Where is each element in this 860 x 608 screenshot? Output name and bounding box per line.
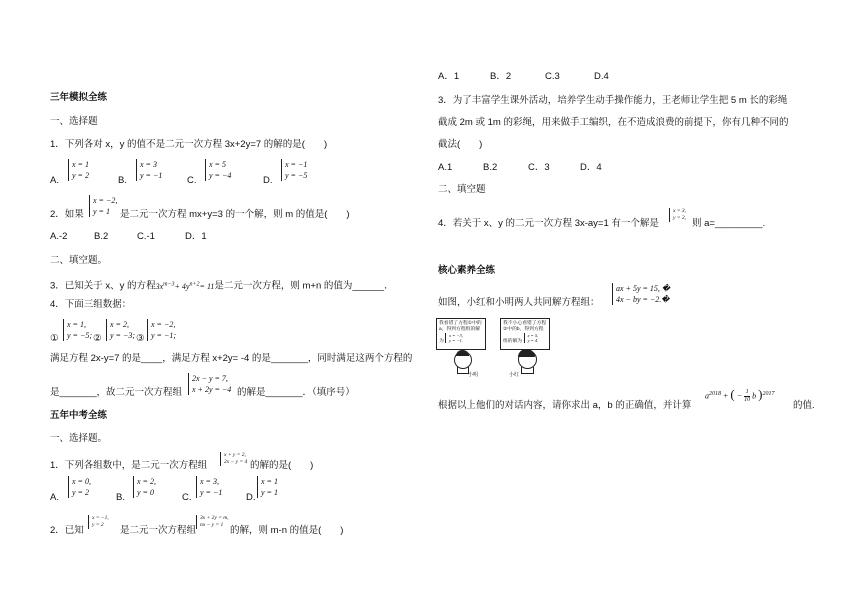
question-6-mid: 是二元一次方程组 [120, 525, 197, 536]
q2-option-d: D．1 [185, 231, 207, 242]
question-5-prefix: 1．下列各组数中，是二元一次方程组 [50, 460, 208, 471]
question-5-system: x + y = 2, 2x − y = 4 [220, 452, 247, 466]
q2-option-a: A.-2 [50, 231, 68, 242]
part-choice-heading: 一、选择题 [50, 116, 98, 127]
question-4-system: 2x − y = 7, x + 2y = −4 [188, 373, 231, 395]
option-b-system: x = 3 y = −1 [136, 159, 162, 181]
question-3-right-line-1: 3．为了丰富学生课外活动，培养学生动手操作能力，王老师让学生把 5 m 长的彩绳 [438, 95, 788, 106]
group-1-number: ① [50, 333, 59, 344]
question-4-right-system: x = 3, y = 2, [669, 208, 686, 222]
q5-option-a-label: A. [50, 492, 59, 503]
question-3-right-line-2: 截成 2m 或 1m 的彩绳，用来做手工编织，在不造成浪费的前提下，你有几种不同的 [438, 117, 789, 128]
question-4-right-prefix: 4．若关于 x、y 的二元一次方程 3x-ay=1 有一个解是 [438, 218, 659, 229]
part-fill-heading-right: 二、填空题 [438, 184, 486, 195]
q5-option-b-system: x = 2, y = 0 [133, 476, 156, 498]
q3-right-option-c: C．3 [528, 162, 550, 173]
q3-right-option-a: A.1 [438, 162, 453, 173]
question-5-suffix: 的解的是( ) [250, 460, 314, 471]
question-3: 3．已知关于 x、y 的方程$3x^{m-3}+ 4y^{n+2}= 11$是二元一次方程，则 m+n 的值为______． [50, 280, 394, 292]
question-5-right-prefix: 如图，小红和小明两人共同解方程组： [438, 297, 600, 308]
group-1-system: x = 1, y = −5; [63, 319, 92, 341]
group-2-system: x = 2, y = −3; [106, 319, 135, 341]
xiaoming-hair [456, 350, 469, 356]
xiaohong-name: 小红 [509, 372, 520, 378]
section-title-core: 核心素养全练 [438, 265, 496, 276]
question-4-line-2-prefix: 是_______，故二元一次方程组 [50, 387, 182, 398]
xiaohong-hair [518, 349, 535, 357]
question-4: 4．下面三组数据： [50, 299, 132, 310]
question-6-system-2: 3x + 2y = m, nx − y = 1 [196, 515, 229, 529]
q5-option-a-system: x = 0, y = 2 [68, 476, 91, 498]
question-5-right-system: ax + 5y = 15, � 4x − by = −2.� [612, 283, 670, 305]
xiaohong-speech-bubble: 我不小心看错了方程②中的b，得到方程组的解为 x = 5, y = 4. [500, 318, 550, 350]
q5-option-c-label: C. [182, 492, 192, 503]
part-fill-heading: 二、填空题。 [50, 255, 108, 266]
option-c-system: x = 5 y = −4 [205, 159, 231, 181]
group-3-number: ③ [136, 333, 145, 344]
question-5-right-final-prefix: 根据以上他们的对话内容，请你求出 a，b 的正确值，并计算 [438, 400, 692, 411]
question-6-prefix: 2．已知 [50, 525, 84, 536]
question-4-line-1: 满足方程 2x-y=7 的是____，满足方程 x+2y= -4 的是_______，同时满足这两个方程的 [50, 353, 413, 364]
option-a-label: A. [50, 175, 59, 186]
q3-right-option-b: B.2 [483, 162, 498, 173]
question-3-right-line-3: 截法( ) [438, 139, 483, 150]
prev-option-a: A．1 [438, 71, 460, 82]
option-d-system: x = −1 y = −5 [281, 159, 307, 181]
power-expression: $a^{2018}$ + ( − $\frac{1}{10}$ b )$^{2017}$ [705, 386, 775, 404]
question-1: 1．下列各对 x，y 的值不是二元一次方程 3x+2y=7 的解的是( ) [50, 139, 328, 150]
part-choice-heading-2: 一、选择题。 [50, 433, 108, 444]
q5-option-d-system: x = 1 y = 1 [257, 476, 278, 498]
q2-option-b: B.2 [94, 231, 109, 242]
dialogue-illustration [436, 318, 551, 380]
question-2-system: x = −2, y = 1 [89, 195, 117, 217]
question-2-text: 是二元一次方程 mx+y=3 的一个解，则 m 的值是( ) [120, 209, 350, 220]
q5-option-b-label: B. [116, 492, 125, 503]
question-2-prefix: 2．如果 [50, 209, 84, 220]
option-a-system: x = 1 y = 2 [68, 159, 89, 181]
q5-option-c-system: x = 3, y = −1 [196, 476, 222, 498]
xiaohong-body [521, 367, 534, 374]
question-4-line-2-suffix: 的解是_______．（填序号） [237, 387, 355, 398]
question-5-right-final-suffix: 的值. [793, 400, 815, 411]
group-2-number: ② [93, 333, 102, 344]
section-title-five-year: 五年中考全练 [50, 410, 108, 421]
prev-option-c: C.3 [545, 71, 560, 82]
option-d-label: D. [263, 175, 273, 186]
xiaoming-speech-bubble: 我看错了方程①中的a，得到方程组的解为 x = −3, y = −1. [436, 318, 486, 350]
group-3-system: x = −2, y = −1; [147, 319, 176, 341]
section-title-three-year: 三年模拟全练 [50, 92, 108, 103]
q2-option-c: C.-1 [137, 231, 155, 242]
q3-right-option-d: D．4 [580, 162, 602, 173]
prev-option-b: B．2 [490, 71, 512, 82]
prev-option-d: D.4 [594, 71, 609, 82]
xiaoming-name: 小明 [468, 372, 479, 378]
option-b-label: B. [118, 175, 127, 186]
q5-option-d-label: D. [246, 492, 256, 503]
option-c-label: C. [187, 175, 197, 186]
question-4-right-suffix: 则 a=_________. [692, 218, 766, 229]
question-6-suffix: 的解，则 m-n 的值是( ) [230, 525, 344, 536]
question-6-system-1: x = −1, y = 2 [88, 515, 109, 529]
